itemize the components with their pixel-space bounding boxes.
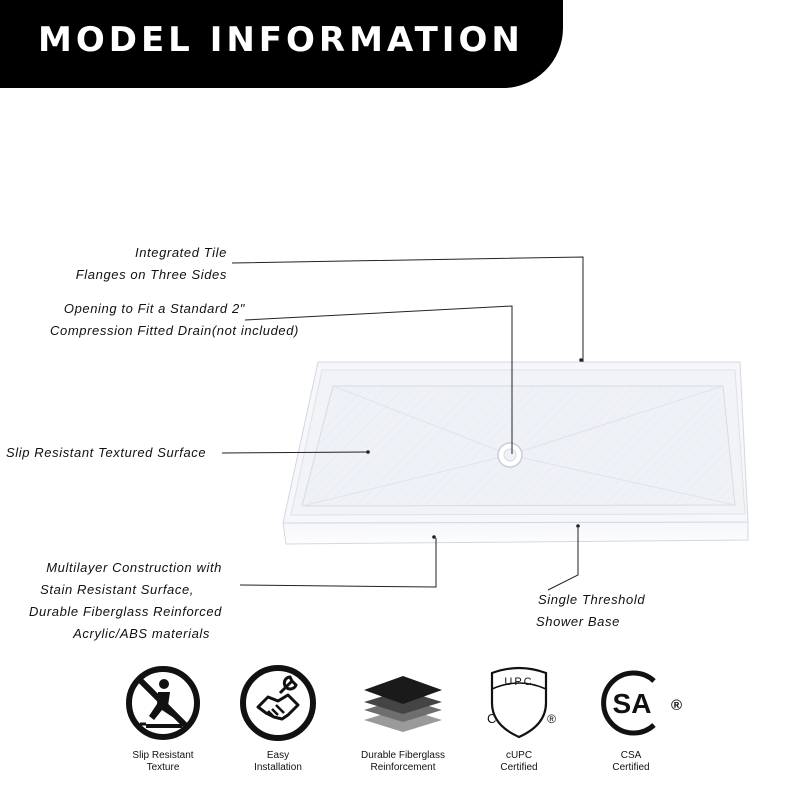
callout-multilayer: Multilayer Construction with Stain Resistant Surface, Durable Fiberglass Reinforced Acrylic/ABS materials <box>29 560 222 641</box>
badge-fiberglass: Durable Fiberglass Reinforcement <box>348 662 458 774</box>
csa-label: SA <box>612 688 652 719</box>
csa-logo-icon <box>592 663 670 743</box>
callout-tile-flanges: Integrated Tile Flanges on Three Sides <box>75 245 227 282</box>
upc-label: UPC <box>504 676 534 688</box>
slip-resistant-icon <box>124 664 202 742</box>
badge-easy-installation: Easy Installation <box>223 662 333 774</box>
upc-registered-mark: ® <box>547 712 556 726</box>
upc-c-mark: C <box>487 711 497 726</box>
callout-threshold: Single Threshold Shower Base <box>536 592 646 629</box>
layers-icon <box>358 668 448 738</box>
badge-cupc: UPC C ® cUPC Certified <box>464 662 574 774</box>
handshake-wrench-icon <box>238 663 318 743</box>
page-title: MODEL INFORMATION <box>38 20 524 60</box>
callout-slip-surface: Slip Resistant Textured Surface <box>6 445 207 460</box>
upc-shield-icon <box>484 663 554 743</box>
csa-registered-mark: ® <box>670 697 682 714</box>
callout-drain-opening: Opening to Fit a Standard 2" Compression Fitted Drain(not included) <box>50 301 299 338</box>
badge-slip-resistant: Slip Resistant Texture <box>108 662 218 774</box>
badge-csa: SA ® CSA Certified <box>576 662 686 774</box>
